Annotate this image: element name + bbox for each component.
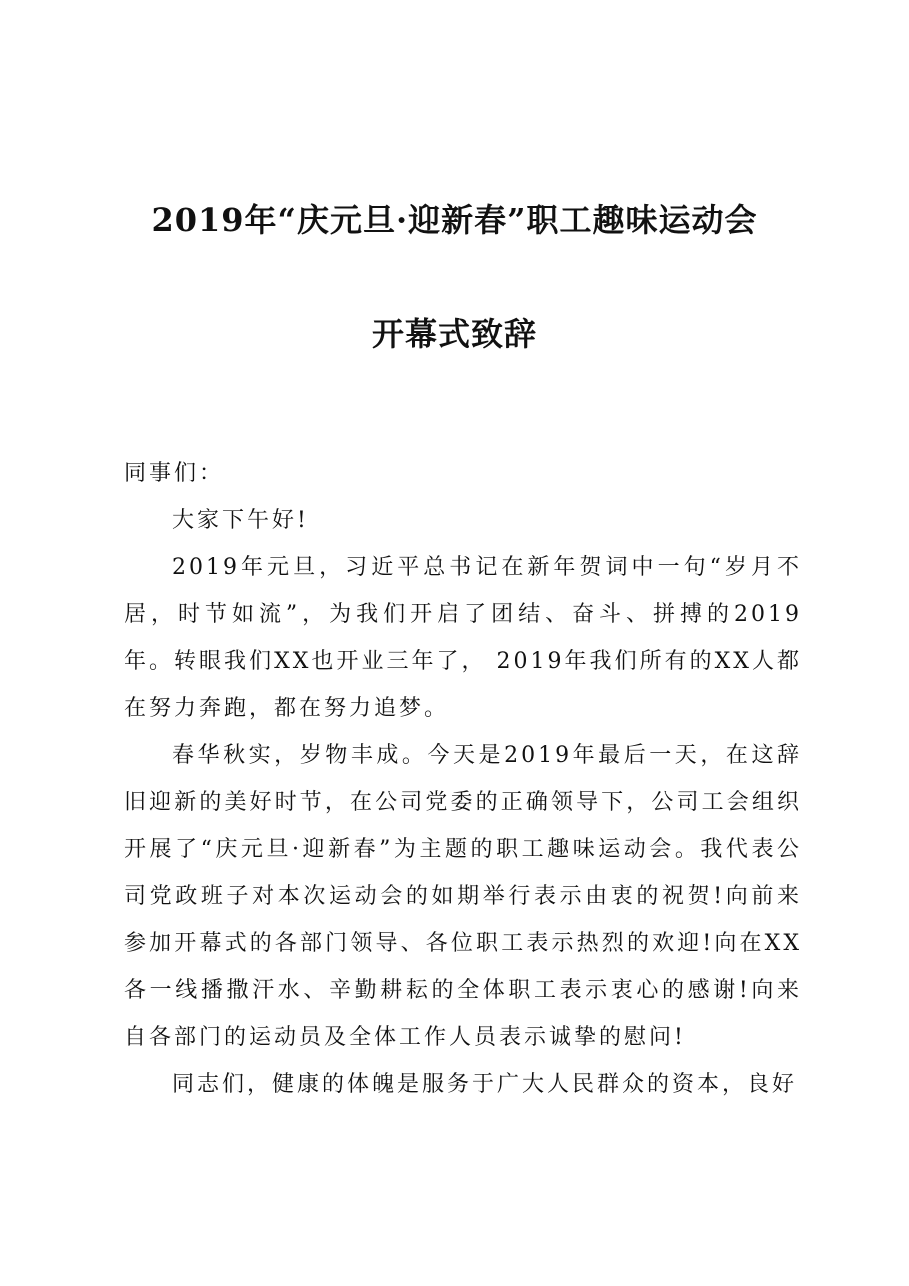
salutation: 同事们： — [124, 461, 225, 486]
document-body — [124, 450, 802, 1108]
paragraph-health: 同志们，健康的体魄是服务于广大人民群众的资本，良好 — [172, 1072, 798, 1097]
document-title: 2019年“庆元旦·迎新春”职工趣味运动会 — [151, 201, 758, 239]
paragraph-sports-meeting: 春华秋实，岁物丰成。今天是2019年最后一天，在这辞旧迎新的美好时节，在公司党委的正确领导下，公司工会组织开展了“庆元旦·迎新春”为主题的职工趣味运动会。我代表公司党政班子对本次运动会的如期举行表示由衷的祝贺!向前来参加开幕式的各部门领导、各位职工表示热烈的欢迎!向在XX各一线播撒汗水、辛勤耕耘的全体职工表示衷心的感谢!向来自各部门的运动员及全体工作人员表示诚挚的慰问! — [124, 743, 802, 1050]
document-subtitle: 开幕式致辞 — [371, 315, 537, 353]
paragraph-new-year: 2019年元旦，习近平总书记在新年贺词中一句“岁月不居，时节如流”，为我们开启了团结、奋斗、拼搏的2019年。转眼我们XX也开业三年了， 2019年我们所有的XX人都在努力奔跑，都在努力追梦。 — [124, 555, 802, 721]
paragraph-greeting: 大家下午好! — [172, 508, 309, 533]
